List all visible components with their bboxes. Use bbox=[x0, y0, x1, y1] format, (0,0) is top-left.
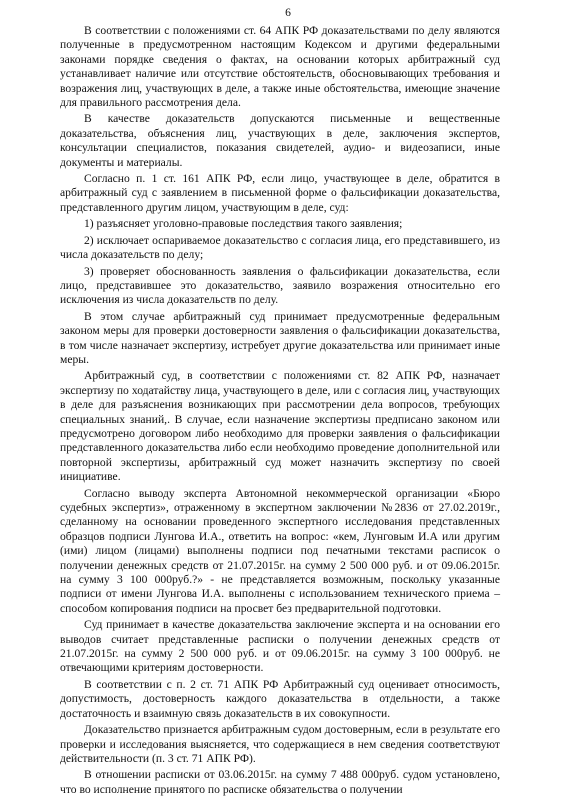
list-item: 1) разъясняет уголовно-правовые последствия такого заявления; bbox=[84, 217, 403, 231]
list-item: 3) проверяет обоснованность заявления о фальсификации доказательства, если лицо, представившее это доказательство, заявило возражения относительно его исключения из числа доказательств по делу. bbox=[60, 264, 500, 307]
paragraph: Суд принимает в качестве доказательства заключение эксперта и на основании его выводов считает представленные расписки о получении денежных средств от 21.07.2015г. на сумму 2 500 000 руб. и от 09.06.2015г. на сумму 3 100 000руб. не отвечающими критериям достоверности. bbox=[60, 618, 500, 675]
paragraph: В отношении расписки от 03.06.2015г. на сумму 7 488 000руб. судом установлено, что во исполнение принятого по расписке обязательства о получении bbox=[60, 768, 500, 796]
document-body bbox=[60, 24, 500, 797]
paragraph: Согласно выводу эксперта Автономной некоммерческой организации «Бюро судебных экспертиз», отраженному в экспертном заключении №2836 от 27.02.2019г., сделанному на основании проведенного экспертного исследования представленных образцов подписи Лунгова И.А., ответить на вопрос: «кем, Лунговым И.А или другим (ими) лицом (лицами) выполнены подписи под печатными текстами расписок о получении денежных средств от 21.07.2015г. на сумму 2 500 000 руб. и от 09.06.2015г. на сумму 3 100 000руб.?» - не представляется возможным, поскольку указанные подписи от имени Лунгова И.А. выполнены с использованием технического приема – способом копирования подписи на просвет без предварительной подготовки. bbox=[60, 486, 500, 615]
list-item: 2) исключает оспариваемое доказательство с согласия лица, его представившего, из числа доказательств по делу; bbox=[60, 233, 500, 262]
paragraph: В качестве доказательств допускаются письменные и вещественные доказательства, объяснения лиц, участвующих в деле, заключения экспертов, консультации специалистов, показания свидетелей, аудио- и видеозаписи, иные документы и материалы. bbox=[60, 112, 500, 169]
page-number: 6 bbox=[285, 6, 291, 19]
paragraph: Доказательство признается арбитражным судом достоверным, если в результате его проверки и исследования выясняется, что содержащиеся в нем сведения соответствуют действительности (п. 3 ст. 71 АПК РФ). bbox=[60, 723, 500, 765]
paragraph: В соответствии с положениями ст. 64 АПК РФ доказательствами по делу являются полученные в предусмотренном настоящим Кодексом и другими федеральными законами порядке сведения о фактах, на основании которых арбитражный суд устанавливает наличие или отсутствие обстоятельств, обосновывающих требования и возражения лиц, участвующих в деле, а также иные обстоятельства, имеющие значение для правильного рассмотрения дела. bbox=[60, 24, 500, 110]
paragraph: Согласно п. 1 ст. 161 АПК РФ, если лицо, участвующее в деле, обратится в арбитражный суд с заявлением в письменной форме о фальсификации доказательства, представленного другим лицом, участвующим в деле, суд: bbox=[60, 172, 500, 214]
paragraph: Арбитражный суд, в соответствии с положениями ст. 82 АПК РФ, назначает экспертизу по ходатайству лица, участвующего в деле, или с согласия лиц, участвующих в деле для разъяснения возникающих при рассмотрении дела вопросов, требующих специальных знаний,. В случае, если назначение экспертизы предписано законом или предусмотрено договором либо необходимо для проверки заявления о фальсификации представленного доказательства либо если необходимо проведение дополнительной или повторной экспертизы, арбитражный суд может назначить экспертизу по своей инициативе. bbox=[60, 369, 500, 484]
paragraph: В соответствии с п. 2 ст. 71 АПК РФ Арбитражный суд оценивает относимость, допустимость, достоверность каждого доказательства в отдельности, а также достаточность и взаимную связь доказательств в их совокупности. bbox=[60, 677, 500, 720]
paragraph: В этом случае арбитражный суд принимает предусмотренные федеральным законом меры для проверки достоверности заявления о фальсификации доказательства, в том числе назначает экспертизу, истребует другие доказательства или принимает иные меры. bbox=[60, 309, 500, 366]
